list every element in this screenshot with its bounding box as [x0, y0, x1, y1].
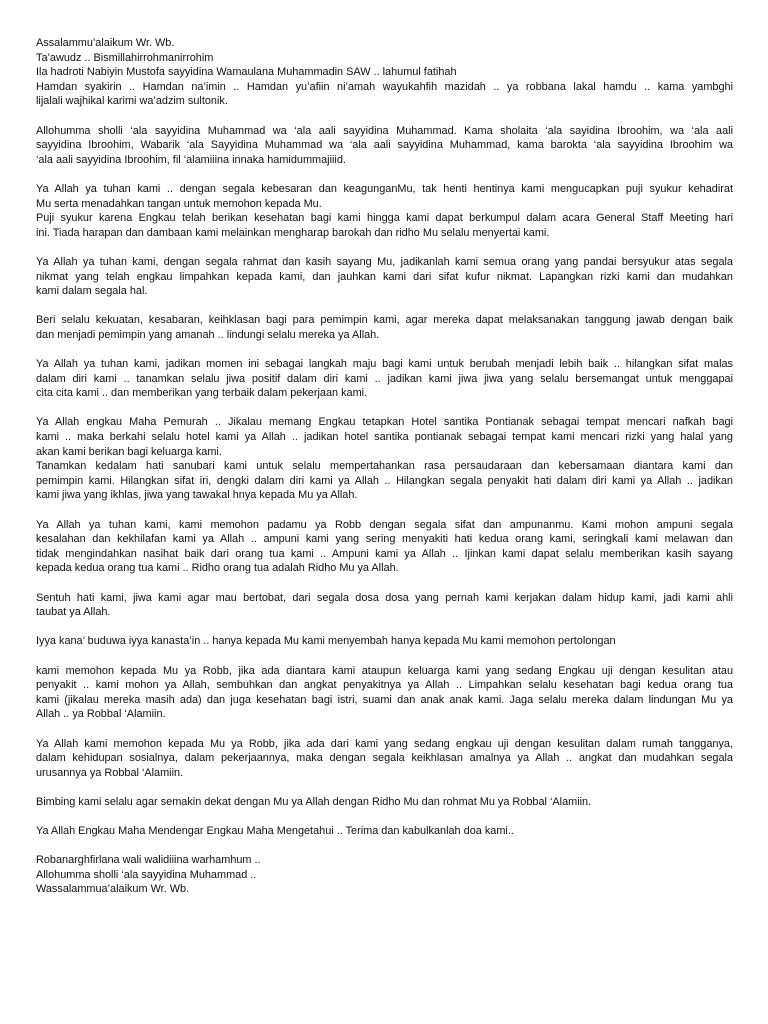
paragraph [36, 415, 733, 503]
text-line: cita cita kami .. dan memberikan yang terbaik dalam pekerjaan kami. [36, 387, 368, 400]
text-line: Iyya kana’ buduwa iyya kanasta’in .. hanya kepada Mu kami menyembah hanya kepada Mu kami memohon pertolongan [36, 635, 616, 648]
text-line: Allah .. ya Robbal ‘Alamiin. [36, 708, 166, 721]
text-line: dalam diri kami .. tanamkan selalu jiwa positif dalam diri kami .. jadikan kami jiwa jiwa yang selalu bersemangat untuk menggapai [36, 372, 733, 385]
text-line: pemimpin kami. Hilangkan sifat iri, dengki dalam diri kami ya Allah .. Hilangkan segala penyakit hati dalam diri kami ya Allah .. jadikan [36, 474, 733, 487]
text-line: tidak mengindahkan nasihat baik dari orang tua kami .. Ampuni kami ya Allah .. Ijinkan kami dapat selalu memberikan kasih sayang [36, 547, 733, 560]
text-line: penyakit .. kami mohon ya Allah, sembuhkan dan angkat penyakitnya ya Allah .. Limpahkan selalu kesehatan bagi kedua orang tua [36, 679, 733, 692]
text-line: Ta’awudz .. Bismillahirrohmanirrohim [36, 51, 214, 64]
text-line: dan menjadi pemimpin yang amanah .. lindungi selalu mereka ya Allah. [36, 328, 380, 341]
text-line: Beri selalu kekuatan, kesabaran, keihklasan bagi para pemimpin kami, agar mereka dapat melaksanakan tanggung jawab dengan baik [36, 314, 733, 327]
paragraph [36, 634, 733, 649]
text-line: kami (jikalau mereka masih ada) dan juga kesehatan bagi istri, suami dan anak anak kami. Jaga selalu mereka dalam lindungan Mu ya [36, 693, 733, 706]
paragraph [36, 824, 733, 839]
text-line: kami memohon kepada Mu ya Robb, jika ada diantara kami ataupun keluarga kami yang sedang Engkau uji dengan kesulitan atau [36, 664, 733, 677]
text-line: kami jiwa yang ikhlas, jiwa yang tawakal hnya kepada Mu ya Allah. [36, 489, 358, 502]
text-line: Allohumma sholli ‘ala sayyidina Muhammad .. [36, 868, 257, 881]
text-line: sayyidina Ibroohim, Wabarik ‘ala Sayyidina Muhammad wa ‘ala aali sayyidina Muhammad, kama barokta ‘ala sayyidina Ibroohim wa [36, 139, 733, 152]
paragraph [36, 124, 733, 168]
text-line: lijalali wajhikal karimi wa’adzim sultonik. [36, 95, 228, 108]
text-line: Sentuh hati kami, jiwa kami agar mau bertobat, dari segala dosa dosa yang pernah kami kerjakan dalam hidup kami, jadi kami ahli [36, 591, 733, 604]
text-line: Assalammu’alaikum Wr. Wb. [36, 37, 175, 49]
text-line: urusannya ya Robbal ‘Alamiin. [36, 766, 184, 779]
text-line: ‘ala aali sayyidina Ibroohim, fil ‘alamiiina innaka hamidummajiiid. [36, 153, 346, 166]
paragraph [36, 664, 733, 722]
text-line: Robanarghfirlana wali walidiiina warhamhum .. [36, 854, 261, 867]
text-line: kami dalam segala hal. [36, 285, 148, 298]
paragraph [36, 357, 733, 401]
text-line: Allohumma sholli ‘ala sayyidina Muhammad wa ‘ala aali sayyidina Muhammad. Kama sholaita ‘ala sayidina Ibroohim, wa ‘ala aali [36, 124, 733, 137]
text-line: Wassalammua’alaikum Wr. Wb. [36, 883, 190, 896]
paragraph [36, 36, 733, 109]
text-line: Mu serta menadahkan tangan untuk memohon kepada Mu. [36, 197, 322, 210]
text-line: nikmat yang telah engkau limpahkan kepada kami, dan jauhkan kami dari sifat kufur nikmat. Lapangkan rizki kami dan mudahkan [36, 270, 733, 283]
text-line: taubat ya Allah. [36, 606, 111, 619]
text-line: dalam kehidupan sosialnya, dalam pekerjaannya, maka dengan segala keikhlasan amalnya ya Allah .. angkat dan mudahkan segala [36, 752, 733, 765]
text-line: ini. Tiada harapan dan dambaan kami melainkan mengharap barokah dan ridho Mu selalu menyertai kami. [36, 226, 550, 239]
text-line: Ya Allah ya tuhan kami, kami memohon padamu ya Robb dengan segala sifat dan ampunanmu. Kami mohon ampuni segala [36, 518, 733, 531]
text-line: Tanamkan kedalam hati sanubari kami untuk selalu mempertahankan rasa persaudaraan dan kebersamaan diantara kami dan [36, 460, 733, 473]
document-body [36, 36, 733, 912]
text-line: kesalahan dan kekhilafan kami ya Allah .. ampuni kami yang sering menyakiti hati kedua orang kami, seringkali kami melawan dan [36, 533, 733, 546]
text-line: Ila hadroti Nabiyin Mustofa sayyidina Wamaulana Muhammadin SAW .. lahumul fatihah [36, 66, 457, 79]
text-line: Ya Allah Engkau Maha Mendengar Engkau Maha Mengetahui .. Terima dan kabulkanlah doa kami.. [36, 825, 514, 838]
paragraph [36, 795, 733, 810]
text-line: Ya Allah kami memohon kepada Mu ya Robb, jika ada dari kami yang sedang engkau uji dengan kesulitan dalam rumah tangganya, [36, 737, 733, 750]
text-line: Ya Allah ya tuhan kami .. dengan segala kebesaran dan keagunganMu, tak henti hentinya kami mengucapkan puji syukur kehadirat [36, 182, 733, 195]
text-line: kepada kedua orang tua kami .. Ridho orang tua adalah Ridho Mu ya Allah. [36, 562, 399, 575]
text-line: Puji syukur karena Engkau telah berikan kesehatan bagi kami hingga kami dapat berkumpul dalam acara General Staff Meeting hari [36, 212, 733, 225]
text-line: Ya Allah ya tuhan kami, dengan segala rahmat dan kasih sayang Mu, jadikanlah kami semua orang yang pandai bersyukur atas segala [36, 255, 733, 268]
text-line: Ya Allah ya tuhan kami, jadikan momen ini sebagai langkah maju bagi kami untuk berubah menjadi lebih baik .. hilangkan sifat malas [36, 358, 733, 371]
paragraph [36, 853, 733, 897]
text-line: Hamdan syakirin .. Hamdan na’imin .. Hamdan yu’afiin ni’amah wayukahfih mazidah .. ya robbana lakal hamdu .. kama yambghi [36, 80, 733, 93]
paragraph [36, 518, 733, 576]
text-line: Ya Allah engkau Maha Pemurah .. Jikalau memang Engkau tetapkan Hotel santika Pontianak sebagai tempat mencari nafkah bagi [36, 416, 733, 429]
text-line: akan kami berikan bagi keluarga kami. [36, 445, 222, 458]
text-line: kami .. maka berkahi selalu hotel kami ya Allah .. jadikan hotel santika pontianak sebagai tempat kami mencari rizki yang halal yang [36, 431, 733, 444]
paragraph [36, 313, 733, 342]
paragraph [36, 255, 733, 299]
paragraph [36, 737, 733, 781]
paragraph [36, 591, 733, 620]
text-line: Bimbing kami selalu agar semakin dekat dengan Mu ya Allah dengan Ridho Mu dan rohmat Mu ya Robbal ‘Alamiin. [36, 795, 592, 808]
paragraph [36, 182, 733, 240]
